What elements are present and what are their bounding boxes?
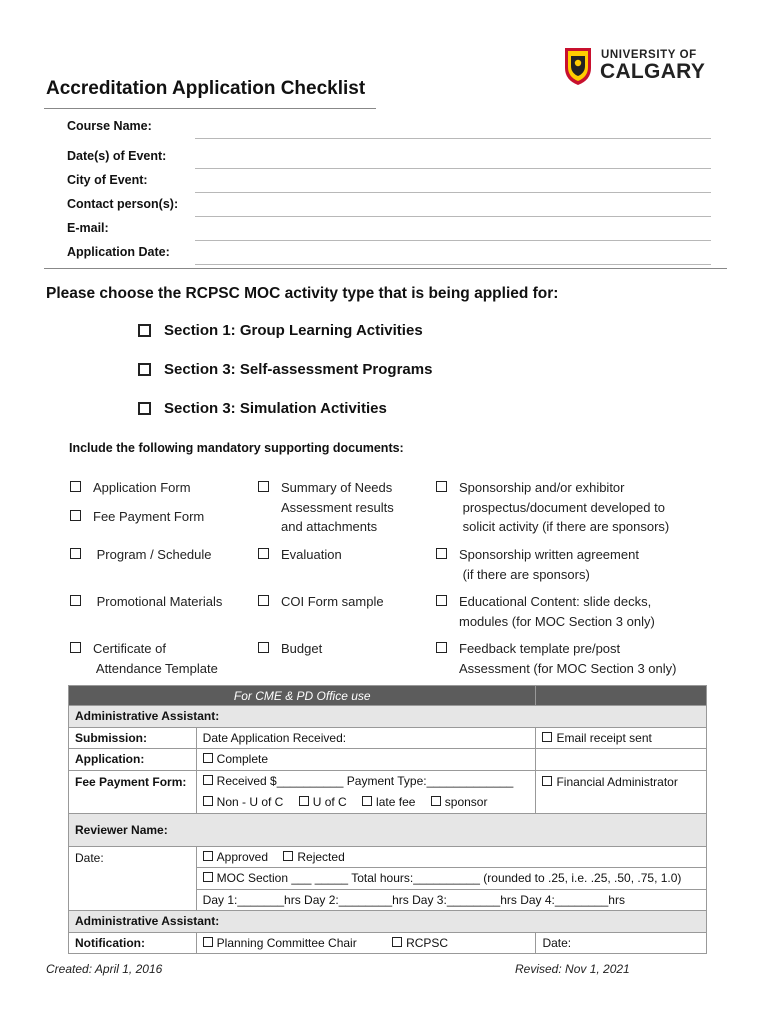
contact-person-label: Contact person(s): xyxy=(67,197,179,211)
option-label: RCPSC xyxy=(406,935,449,950)
option-label: sponsor xyxy=(444,795,488,809)
page-title: Accreditation Application Checklist xyxy=(46,78,366,99)
fee-type-options xyxy=(196,792,536,814)
option-label: Financial Administrator xyxy=(556,774,678,789)
office-use-table xyxy=(68,685,707,954)
event-dates-label: Date(s) of Event: xyxy=(67,149,167,163)
office-use-header: For CME & PD Office use xyxy=(69,686,536,706)
blank-cell xyxy=(536,749,707,771)
doc-needs-assessment[interactable] xyxy=(258,478,394,537)
checkbox[interactable] xyxy=(362,796,372,806)
checkbox[interactable] xyxy=(542,732,552,742)
checkbox[interactable] xyxy=(436,642,447,653)
event-dates-field[interactable] xyxy=(195,168,711,169)
course-name-field[interactable] xyxy=(195,138,711,139)
checkbox[interactable] xyxy=(258,642,269,653)
approved-option[interactable] xyxy=(203,850,268,864)
checkbox[interactable] xyxy=(436,595,447,606)
admin-assistant-heading-2: Administrative Assistant: xyxy=(69,911,707,933)
contact-person-field[interactable] xyxy=(195,216,711,217)
option-label: late fee xyxy=(376,795,416,809)
checkbox[interactable] xyxy=(138,402,151,415)
option-label: Section 3: Self-assessment Programs xyxy=(164,361,433,378)
option-label: MOC Section ___ _____ Total hours:__________ (rounded to .25, i.e. .25, .50, .75, 1.0) xyxy=(216,871,682,886)
fee-payment-label: Fee Payment Form: xyxy=(69,770,197,813)
doc-label: Budget xyxy=(281,641,323,656)
checkbox[interactable] xyxy=(203,937,213,947)
university-crest-icon xyxy=(563,46,593,86)
activity-question: Please choose the RCPSC MOC activity type that is being applied for: xyxy=(46,285,559,302)
revised-date: Revised: Nov 1, 2021 xyxy=(515,962,630,976)
checkbox[interactable] xyxy=(283,851,293,861)
date-label: Date: xyxy=(69,846,197,911)
checkbox[interactable] xyxy=(70,481,81,492)
option-label: U of C xyxy=(312,795,347,809)
checkbox[interactable] xyxy=(299,796,309,806)
option-section3-simulation[interactable] xyxy=(138,400,387,417)
email-receipt-option[interactable] xyxy=(536,727,707,749)
doc-label: Application Form xyxy=(93,480,191,495)
checkbox[interactable] xyxy=(70,642,81,653)
submission-label: Submission: xyxy=(69,727,197,749)
checkbox[interactable] xyxy=(138,363,151,376)
option-label: Complete xyxy=(216,752,269,767)
doc-label: COI Form sample xyxy=(281,594,384,609)
application-label: Application: xyxy=(69,749,197,771)
option-label: Approved xyxy=(216,849,269,864)
option-label: Email receipt sent xyxy=(556,730,652,745)
doc-sponsorship-prospectus[interactable] xyxy=(436,478,669,537)
logo-text-line2: CALGARY xyxy=(600,60,706,83)
doc-coi-form[interactable] xyxy=(258,592,384,612)
doc-certificate-attendance[interactable] xyxy=(70,639,218,678)
late-fee-option[interactable] xyxy=(362,795,415,809)
mandatory-docs-heading: Include the following mandatory supporting documents: xyxy=(69,441,404,455)
checkbox[interactable] xyxy=(203,775,213,785)
checkbox[interactable] xyxy=(138,324,151,337)
financial-admin-option[interactable] xyxy=(536,770,707,813)
admin-assistant-heading: Administrative Assistant: xyxy=(69,706,707,728)
rejected-option[interactable] xyxy=(283,850,344,864)
course-name-label: Course Name: xyxy=(67,119,152,133)
option-label: Non - U of C xyxy=(216,795,284,809)
application-date-label: Application Date: xyxy=(67,245,170,259)
doc-budget[interactable] xyxy=(258,639,322,659)
doc-label: Feedback template pre/post Assessment (for MOC Section 3 only) xyxy=(459,641,677,676)
reviewer-name-label[interactable]: Reviewer Name: xyxy=(69,813,707,846)
doc-promotional-materials[interactable] xyxy=(70,592,222,612)
doc-label: Program / Schedule xyxy=(93,547,212,562)
office-use-header-blank xyxy=(536,686,707,706)
event-city-field[interactable] xyxy=(195,192,711,193)
doc-educational-content[interactable] xyxy=(436,592,655,631)
checkbox[interactable] xyxy=(258,595,269,606)
checkbox[interactable] xyxy=(70,548,81,559)
event-city-label: City of Event: xyxy=(67,173,148,187)
logo-text-line1: UNIVERSITY OF xyxy=(601,49,697,61)
checkbox[interactable] xyxy=(203,796,213,806)
checkbox[interactable] xyxy=(431,796,441,806)
option-label: Rejected xyxy=(297,849,345,864)
non-uofc-option[interactable] xyxy=(203,795,284,809)
received-option[interactable] xyxy=(196,770,536,792)
email-label: E-mail: xyxy=(67,221,109,235)
title-divider xyxy=(44,108,376,109)
checkbox[interactable] xyxy=(203,872,213,882)
doc-evaluation[interactable] xyxy=(258,545,342,565)
option-label: Section 1: Group Learning Activities xyxy=(164,322,423,339)
rcpsc-option[interactable] xyxy=(392,936,448,950)
sponsor-option[interactable] xyxy=(431,795,488,809)
checkbox[interactable] xyxy=(436,481,447,492)
doc-label: Certificate of Attendance Template xyxy=(93,641,218,676)
approval-options xyxy=(196,846,706,868)
checkbox[interactable] xyxy=(436,548,447,559)
complete-option[interactable] xyxy=(196,749,536,771)
doc-label: Promotional Materials xyxy=(93,594,223,609)
notification-label: Notification: xyxy=(69,932,197,954)
option-label: Planning Committee Chair xyxy=(216,935,357,950)
doc-label: Evaluation xyxy=(281,547,342,562)
date-received-label[interactable]: Date Application Received: xyxy=(196,727,536,749)
doc-label: Educational Content: slide decks, modules (for MOC Section 3 only) xyxy=(459,594,655,629)
doc-feedback-template[interactable] xyxy=(436,639,676,678)
checkbox[interactable] xyxy=(203,851,213,861)
fields-divider xyxy=(44,268,727,269)
option-label: Section 3: Simulation Activities xyxy=(164,400,387,417)
checkbox[interactable] xyxy=(258,548,269,559)
moc-section-option[interactable] xyxy=(196,868,706,890)
checkbox[interactable] xyxy=(542,776,552,786)
planning-chair-option[interactable] xyxy=(203,936,357,950)
option-section1-group-learning[interactable] xyxy=(138,322,423,339)
doc-fee-payment-form[interactable] xyxy=(70,507,204,527)
created-date: Created: April 1, 2016 xyxy=(46,962,163,976)
doc-label: Sponsorship written agreement (if there are sponsors) xyxy=(459,547,639,582)
option-label: Received $__________ Payment Type:_____________ xyxy=(216,774,514,788)
uofc-option[interactable] xyxy=(299,795,347,809)
notification-date[interactable]: Date: xyxy=(536,932,707,954)
checkbox[interactable] xyxy=(392,937,402,947)
notification-options xyxy=(196,932,536,954)
doc-sponsorship-agreement[interactable] xyxy=(436,545,639,584)
email-field[interactable] xyxy=(195,240,711,241)
doc-label: Fee Payment Form xyxy=(93,509,205,524)
checkbox[interactable] xyxy=(70,595,81,606)
university-logo xyxy=(563,46,713,90)
doc-program-schedule[interactable] xyxy=(70,545,212,565)
application-date-field[interactable] xyxy=(195,264,711,265)
day-hours-row[interactable]: Day 1:_______hrs Day 2:________hrs Day 3:________hrs Day 4:________hrs xyxy=(196,889,706,911)
checkbox[interactable] xyxy=(203,753,213,763)
checkbox[interactable] xyxy=(70,510,81,521)
option-section3-self-assessment[interactable] xyxy=(138,361,432,378)
checkbox[interactable] xyxy=(258,481,269,492)
doc-label: Sponsorship and/or exhibitor prospectus/document developed to solicit activity (if there are sponsors) xyxy=(459,480,670,534)
doc-application-form[interactable] xyxy=(70,478,191,498)
doc-label: Summary of Needs Assessment results and attachments xyxy=(281,480,394,534)
